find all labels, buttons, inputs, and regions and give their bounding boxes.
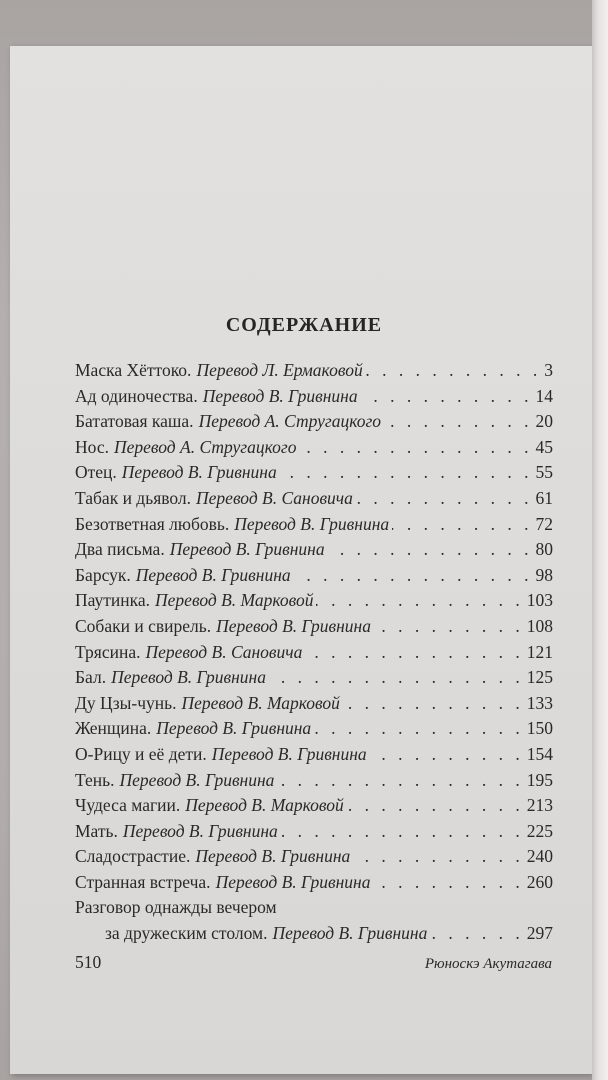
toc-entry-title: за дружеским столом. [105,923,268,944]
toc-entry-last-line2 [75,923,553,949]
dot-leader [269,667,524,688]
toc-entry [75,795,553,821]
toc-entry-page: 240 [526,846,553,867]
toc-entry-translator: Перевод В. Гривнина [135,564,291,585]
dot-leader [305,642,523,663]
toc-entry [75,539,553,565]
toc-entry-translator: Перевод А. Стругацкого [113,436,297,457]
toc-entry-translator: Перевод В. Гривнина [272,923,428,944]
table-of-contents [75,360,553,949]
toc-entry [75,386,553,412]
dot-leader [294,565,533,586]
toc-entry [75,616,553,642]
toc-entry-page: 80 [535,539,553,560]
dot-leader [353,846,524,867]
toc-entry-page: 225 [526,820,553,841]
dot-leader [366,360,542,381]
toc-entry-page: 133 [526,692,553,713]
dot-leader [314,718,524,739]
toc-entry-translator: Перевод В. Сановича [145,641,303,662]
toc-entry-title: Трясина. [75,641,141,662]
toc-entry-title: Два письма. [75,539,165,560]
toc-entry-translator: Перевод В. Гривнина [215,871,371,892]
dot-leader [361,386,533,407]
toc-entry-title: Женщина. [75,718,152,739]
dot-leader [277,770,523,791]
toc-entry-page: 213 [526,795,553,816]
toc-entry [75,514,553,540]
toc-entry-title: Ду Цзы-чунь. [75,692,177,713]
toc-entry-title: Разговор однажды вечером [75,897,277,918]
toc-entry-page: 260 [526,871,553,892]
toc-entry-page: 154 [526,743,553,764]
toc-entry-title: Бататовая каша. [75,411,194,432]
dot-leader [316,590,523,611]
toc-entry-page: 150 [526,718,553,739]
toc-entry-title: Нос. [75,436,109,457]
contents-heading: СОДЕРЖАНИЕ [225,314,383,336]
dot-leader [343,693,524,714]
toc-entry [75,821,553,847]
toc-entry-title: Маска Хёттоко. [75,360,192,380]
toc-entry-title: Тень. [75,769,115,790]
toc-entry-title: Ад одиночества. [75,385,198,406]
toc-entry-title: Странная встреча. [75,871,211,892]
toc-entry-page: 121 [526,641,553,662]
dot-leader [356,488,533,509]
dot-leader [299,437,532,458]
toc-entry [75,667,553,693]
toc-entry-title: Паутинка. [75,590,151,611]
dot-leader [430,923,523,944]
toc-entry [75,411,553,437]
toc-entry-translator: Перевод В. Гривнина [169,539,325,560]
toc-entry-page: 61 [535,487,553,508]
toc-entry [75,565,553,591]
toc-entry [75,846,553,872]
toc-entry-translator: Перевод В. Гривнина [234,513,390,534]
toc-entry-translator: Перевод В. Гривнина [202,385,358,406]
toc-entry-translator: Перевод В. Гривнина [216,615,371,636]
toc-entry-page: 297 [526,923,553,944]
toc-entry-page: 125 [526,667,553,688]
page-stack-edge [592,0,608,1080]
toc-entry-translator: Перевод В. Гривнина [195,846,351,867]
toc-entry-title: Безответная любовь. [75,513,230,534]
dot-leader [347,795,524,816]
toc-entry-page: 195 [526,769,553,790]
toc-entry-page: 98 [535,564,553,585]
toc-entry-translator: Перевод В. Гривнина [122,820,278,841]
dot-leader [328,539,533,560]
toc-entry-page: 103 [526,590,553,611]
running-head: Рюноскэ Акутагава [424,956,552,972]
toc-entry-title: Мать. [75,820,118,841]
toc-entry-title: Бал. [75,667,107,688]
toc-entry-translator: Перевод В. Марковой [185,795,344,816]
toc-entry-title: Сладострастие. [75,846,191,867]
toc-entry-translator: Перевод В. Гривнина [156,718,312,739]
toc-entry-translator: Перевод В. Марковой [181,692,340,713]
toc-entry-page: 72 [535,513,553,534]
toc-entry-page: 45 [535,436,553,457]
toc-entry-last-line1 [75,897,553,923]
dot-leader [374,616,524,637]
toc-entry-translator: Перевод В. Гривнина [111,667,266,688]
toc-entry-translator: Перевод В. Гривнина [119,769,275,790]
toc-entry [75,693,553,719]
toc-entry-title: О-Рицу и её дети. [75,743,207,764]
toc-entry [75,642,553,668]
toc-entry-translator: Перевод В. Марковой [155,590,314,611]
toc-entry-translator: Перевод Л. Ермаковой [196,360,363,380]
toc-entry [75,590,553,616]
toc-entry-page: 55 [535,462,553,483]
toc-entry-title: Барсук. [75,564,131,585]
toc-entry-page: 108 [526,615,553,636]
toc-entry [75,462,553,488]
toc-entry-translator: Перевод А. Стругацкого [198,411,382,432]
toc-entry [75,437,553,463]
toc-entry-page: 20 [535,411,553,432]
toc-entry [75,718,553,744]
toc-entry-page: 14 [535,385,553,406]
toc-entry-title: Отец. [75,462,117,483]
toc-entry-translator: Перевод В. Сановича [196,487,353,508]
toc-entry-title: Чудеса магии. [75,795,181,816]
toc-entry-title: Собаки и свирель. [75,615,212,636]
toc-entry [75,770,553,796]
dot-leader [280,462,533,483]
toc-entry [75,488,553,514]
toc-entry-translator: Перевод В. Гривнина [121,462,277,483]
page-number: 510 [75,952,102,972]
toc-entry-translator: Перевод В. Гривнина [211,743,367,764]
dot-leader [370,744,524,765]
dot-leader [384,411,532,432]
toc-entry [75,360,553,386]
dot-leader [392,514,532,535]
dot-leader [281,821,524,842]
toc-entry-title: Табак и дьявол. [75,487,192,508]
toc-entry [75,744,553,770]
toc-entry-page: 3 [544,360,553,380]
dot-leader [373,872,523,893]
toc-entry [75,872,553,898]
